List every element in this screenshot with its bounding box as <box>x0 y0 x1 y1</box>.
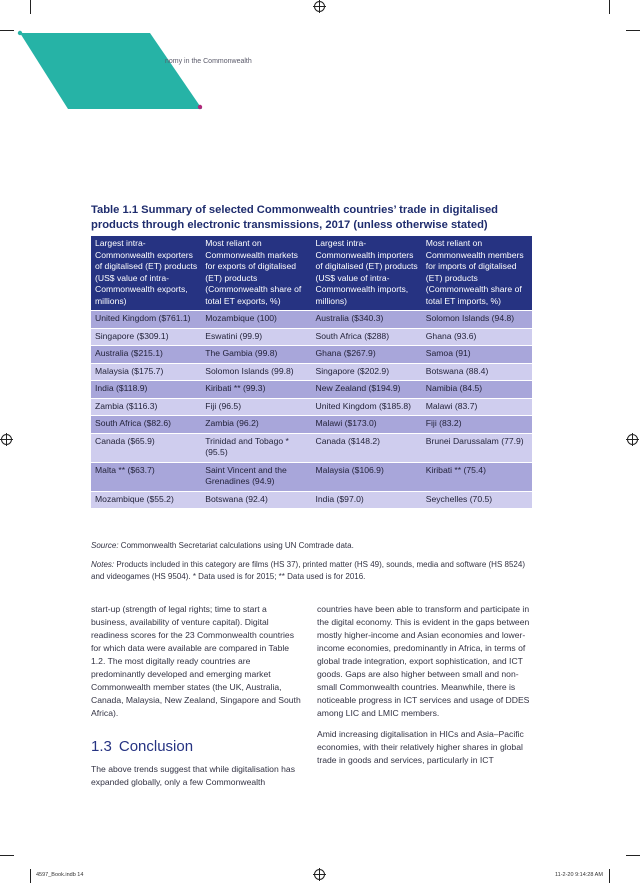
table-header-cell: Most reliant on Commonwealth markets for exports of digitalised (ET) products (Commonwealth share of total ET exports, %) <box>201 236 311 311</box>
table-cell: Malaysia ($175.7) <box>91 363 201 381</box>
table-cell: Malta ** ($63.7) <box>91 462 201 491</box>
table-row <box>91 363 532 381</box>
table-cell: India ($118.9) <box>91 381 201 399</box>
source-label: Source: <box>91 541 119 550</box>
table-caption: Table 1.1 Summary of selected Commonwealth countries’ trade in digitalised products through electronic transmissions, 2017 (unless otherwise stated) <box>91 204 498 231</box>
table-cell: Samoa (91) <box>422 346 532 364</box>
table-row <box>91 328 532 346</box>
table-cell: India ($97.0) <box>312 491 422 508</box>
paragraph: start-up (strength of legal rights; time to start a business, availability of venture capital). Digital readiness scores for the 23 Commonwealth countries for which data were available are compared in Table 1.2. The most digitally ready countries are predominantly developed and emerging market Commonwealth member states (the UK, Australia, Canada, Malaysia, New Zealand, Singapore and South Africa). <box>91 604 301 718</box>
crop-mark <box>626 855 640 856</box>
table-cell: Fiji (96.5) <box>201 398 311 416</box>
teal-parallelogram-shape <box>20 33 202 109</box>
table-cell: Singapore ($309.1) <box>91 328 201 346</box>
table-cell: Malaysia ($106.9) <box>312 462 422 491</box>
table-cell: Canada ($148.2) <box>312 433 422 462</box>
table-cell: Eswatini (99.9) <box>201 328 311 346</box>
source-text: Commonwealth Secretariat calculations using UN Comtrade data. <box>118 541 354 550</box>
table-header-cell: Most reliant on Commonwealth members for imports of digitalised (ET) products (Commonwealth share of total ET imports, %) <box>422 236 532 311</box>
body-left-column-lower <box>91 763 305 789</box>
table-cell: Kiribati ** (99.3) <box>201 381 311 399</box>
crop-mark <box>609 869 610 883</box>
table-row <box>91 491 532 508</box>
section-number: 1.3 <box>91 738 112 755</box>
magenta-dot-shape <box>198 105 202 109</box>
table-notes <box>91 559 537 583</box>
section-heading <box>91 738 193 755</box>
table-cell: Mozambique (100) <box>201 311 311 329</box>
registration-mark-icon <box>314 869 325 880</box>
table-row <box>91 346 532 364</box>
teal-dot-shape <box>18 31 22 35</box>
table-header-row <box>91 236 532 311</box>
body-left-column <box>91 603 305 720</box>
table-cell: United Kingdom ($761.1) <box>91 311 201 329</box>
trade-table <box>91 236 532 508</box>
crop-mark <box>0 855 14 856</box>
table-header-cell: Largest intra-Commonwealth exporters of digitalised (ET) products (US$ value of intra-Commonwealth exports, millions) <box>91 236 201 311</box>
table-cell: Fiji (83.2) <box>422 416 532 434</box>
table-cell: Zambia ($116.3) <box>91 398 201 416</box>
table-cell: Ghana (93.6) <box>422 328 532 346</box>
table-cell: Ghana ($267.9) <box>312 346 422 364</box>
table-cell: Malawi ($173.0) <box>312 416 422 434</box>
table-row <box>91 398 532 416</box>
paragraph: Amid increasing digitalisation in HICs and Asia–Pacific economies, with their relatively higher shares in global trade in goods and services, particularly in ICT <box>317 729 524 765</box>
running-head: nomy in the Commonwealth <box>165 58 252 65</box>
table-header-cell: Largest intra-Commonwealth importers of digitalised (ET) products (US$ value of intra-Commonwealth imports, millions) <box>312 236 422 311</box>
table-cell: Solomon Islands (99.8) <box>201 363 311 381</box>
header-decoration <box>0 0 640 120</box>
table-cell: South Africa ($82.6) <box>91 416 201 434</box>
table-cell: South Africa ($288) <box>312 328 422 346</box>
table-row <box>91 416 532 434</box>
table-cell: Australia ($340.3) <box>312 311 422 329</box>
paragraph: countries have been able to transform and participate in the digital economy. This is evident in the gaps between mostly higher-income and Asian economies and lower-income economies, predominantly in Africa, in terms of global trade integration, export sophistication, and ICT goods. Gaps are also higher between small and non-small Commonwealth countries. Meanwhile, there is noticeable progress in ICT services and usage of DDES among LIC and LMIC members. <box>317 604 530 718</box>
footer-file-slug: 4597_Book.indb 14 <box>36 872 84 878</box>
table-cell: Seychelles (70.5) <box>422 491 532 508</box>
registration-mark-icon <box>1 434 12 445</box>
table-source <box>91 541 354 550</box>
notes-label: Notes: <box>91 560 115 569</box>
table-cell: Botswana (92.4) <box>201 491 311 508</box>
notes-text: Products included in this category are films (HS 37), printed matter (HS 49), sounds, media and software (HS 8524) and videogames (HS 9504). * Data used is for 2015; ** Data used is for 2016. <box>91 560 525 581</box>
table-cell: Namibia (84.5) <box>422 381 532 399</box>
table-cell: Singapore ($202.9) <box>312 363 422 381</box>
crop-mark <box>30 869 31 883</box>
table-cell: Solomon Islands (94.8) <box>422 311 532 329</box>
table-row <box>91 311 532 329</box>
section-title: Conclusion <box>118 738 194 755</box>
table-cell: Mozambique ($55.2) <box>91 491 201 508</box>
table-cell: Canada ($65.9) <box>91 433 201 462</box>
table-cell: Saint Vincent and the Grenadines (94.9) <box>201 462 311 491</box>
registration-mark-icon <box>627 434 638 445</box>
footer-timestamp: 11-2-20 9:14:28 AM <box>555 872 603 878</box>
paragraph: The above trends suggest that while digitalisation has expanded globally, only a few Commonwealth <box>91 764 295 787</box>
table-cell: The Gambia (99.8) <box>201 346 311 364</box>
table-cell: New Zealand ($194.9) <box>312 381 422 399</box>
body-right-column <box>317 603 535 767</box>
table-cell: Trinidad and Tobago * (95.5) <box>201 433 311 462</box>
table-row <box>91 462 532 491</box>
table-row <box>91 381 532 399</box>
table-cell: Botswana (88.4) <box>422 363 532 381</box>
table-cell: Zambia (96.2) <box>201 416 311 434</box>
table-cell: Brunei Darussalam (77.9) <box>422 433 532 462</box>
table-row <box>91 433 532 462</box>
table-cell: United Kingdom ($185.8) <box>312 398 422 416</box>
table-cell: Australia ($215.1) <box>91 346 201 364</box>
table-cell: Malawi (83.7) <box>422 398 532 416</box>
table-cell: Kiribati ** (75.4) <box>422 462 532 491</box>
